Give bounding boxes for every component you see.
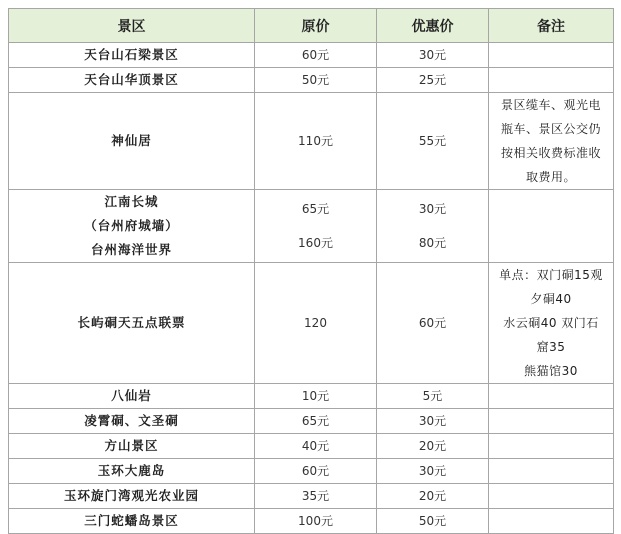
scenic-name: 神仙居: [9, 93, 255, 190]
scenic-name: 玉环旋门湾观光农业园: [9, 484, 255, 509]
note-line: 水云硐40 双门石: [503, 316, 599, 330]
original-price: 110元: [255, 93, 377, 190]
header-notes: 备注: [489, 9, 614, 43]
scenic-name-line: 江南长城: [104, 194, 159, 209]
table-row: [9, 190, 614, 263]
scenic-name: 凌霄硐、文圣硐: [9, 409, 255, 434]
scenic-name-line: （台州府城墙）: [84, 218, 179, 233]
table-row: [9, 384, 614, 409]
scenic-name: 三门蛇蟠岛景区: [9, 509, 255, 534]
original-price: 60元: [255, 43, 377, 68]
discount-price: 20元: [377, 434, 489, 459]
scenic-name: 天台山石梁景区: [9, 43, 255, 68]
note-cell: [489, 384, 614, 409]
table-row: [9, 263, 614, 384]
scenic-name: [9, 190, 255, 263]
note-line: 夕硐40: [530, 292, 572, 306]
spacer: [255, 221, 376, 231]
note-cell: [489, 484, 614, 509]
note-line: 景区缆车、观光电: [500, 98, 601, 112]
discount-price: 30元: [377, 459, 489, 484]
note-cell: [489, 409, 614, 434]
note-cell: [489, 263, 614, 384]
note-line: 按相关收费标准收: [500, 146, 601, 160]
note-cell: [489, 43, 614, 68]
original-price: 120: [255, 263, 377, 384]
table-row: [9, 68, 614, 93]
discount-price: 20元: [377, 484, 489, 509]
original-price: 10元: [255, 384, 377, 409]
scenic-name: 方山景区: [9, 434, 255, 459]
original-price: 50元: [255, 68, 377, 93]
original-price: [255, 190, 377, 263]
discount-price: [377, 190, 489, 263]
table-row: [9, 509, 614, 534]
note-line: 熊猫馆30: [524, 364, 578, 378]
discount-price: 55元: [377, 93, 489, 190]
note-cell: [489, 434, 614, 459]
original-price: 40元: [255, 434, 377, 459]
note-cell: [489, 190, 614, 263]
note-line: 窟35: [536, 340, 566, 354]
original-price: 60元: [255, 459, 377, 484]
note-cell: [489, 93, 614, 190]
price-table: [8, 8, 614, 534]
scenic-name-line: 台州海洋世界: [90, 242, 172, 257]
table-row: [9, 43, 614, 68]
discount-price-line: 30元: [418, 202, 447, 216]
header-discount-price: 优惠价: [377, 9, 489, 43]
note-cell: [489, 509, 614, 534]
note-line: 单点：双门硐15观: [499, 268, 603, 282]
table-row: [9, 484, 614, 509]
original-price-line: 65元: [301, 202, 330, 216]
table-row: [9, 434, 614, 459]
original-price-line: 160元: [298, 236, 333, 250]
discount-price: 30元: [377, 409, 489, 434]
discount-price: 5元: [377, 384, 489, 409]
discount-price: 60元: [377, 263, 489, 384]
original-price: 65元: [255, 409, 377, 434]
note-line: 取费用。: [525, 170, 576, 184]
discount-price: 30元: [377, 43, 489, 68]
scenic-name: 天台山华顶景区: [9, 68, 255, 93]
note-cell: [489, 68, 614, 93]
note-cell: [489, 459, 614, 484]
scenic-name: 玉环大鹿岛: [9, 459, 255, 484]
original-price: 35元: [255, 484, 377, 509]
header-original-price: 原价: [255, 9, 377, 43]
table-row: [9, 459, 614, 484]
header-row: [9, 9, 614, 43]
scenic-name: 长屿硐天五点联票: [9, 263, 255, 384]
discount-price: 50元: [377, 509, 489, 534]
scenic-name: 八仙岩: [9, 384, 255, 409]
discount-price: 25元: [377, 68, 489, 93]
header-scenic-area: 景区: [9, 9, 255, 43]
table-row: [9, 409, 614, 434]
discount-price-line: 80元: [418, 236, 447, 250]
original-price: 100元: [255, 509, 377, 534]
note-line: 瓶车、景区公交仍: [500, 122, 601, 136]
spacer: [377, 221, 488, 231]
table-row: [9, 93, 614, 190]
